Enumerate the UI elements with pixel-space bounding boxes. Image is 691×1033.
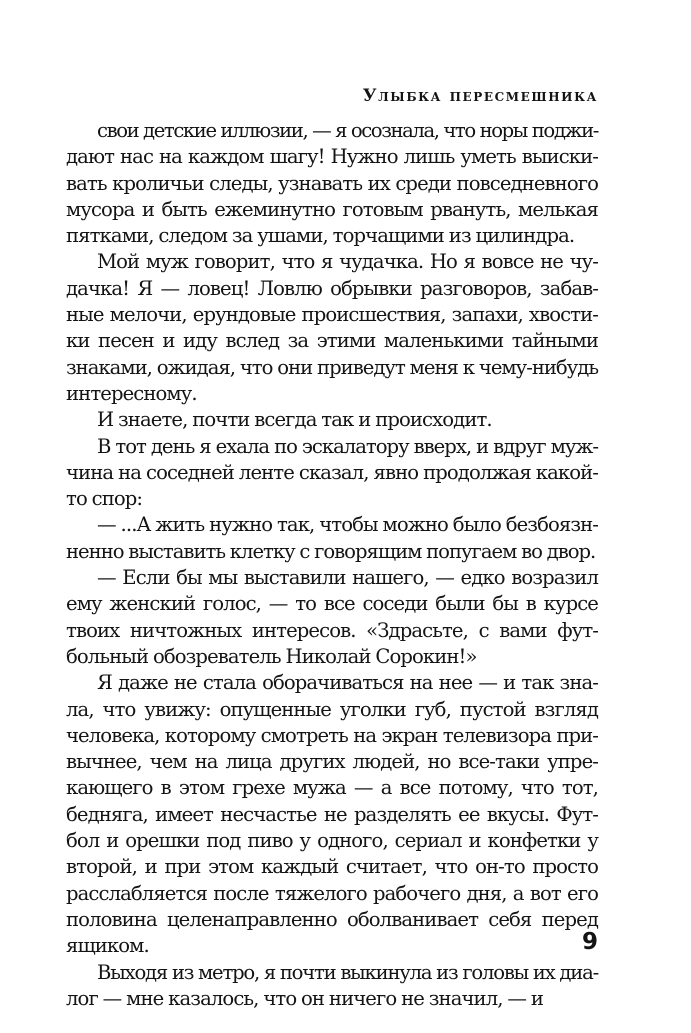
text-line: мусора и быть ежеминутно готовым рвануть, мелькая: [66, 197, 598, 221]
text-line: бол и орешки под пиво у одного, сериал и конфетки у: [66, 829, 598, 853]
paragraph: [66, 512, 598, 565]
text-line: Мой муж говорит, что я чудачка. Но я вовсе не чу-: [97, 250, 598, 274]
text-line: И знаете, почти всегда так и происходит.: [97, 408, 492, 432]
text-line: второй, и при этом каждый считает, что он-то просто: [66, 855, 598, 879]
text-line: ки песен и иду вслед за этими маленькими тайными: [66, 329, 598, 353]
text-line: больный обозреватель Николай Сорокин!»: [66, 644, 477, 668]
text-line: знаками, ожидая, что они приведут меня к чему-нибудь: [66, 355, 598, 379]
text-line: пятками, следом за ушами, торчащими из цилиндра.: [66, 224, 575, 248]
text-line: кающего в этом грехе мужа — а все потому, что тот,: [66, 776, 598, 800]
text-line: интересному.: [66, 381, 197, 405]
text-line: расслабляется после тяжелого рабочего дня, а вот его: [66, 881, 598, 905]
text-line: дают нас на каждом шагу! Нужно лишь уметь выиски-: [66, 145, 598, 169]
text-line: твоих ничтожных интересов. «Здрасьте, с вами фут-: [66, 618, 598, 642]
paragraph: [66, 407, 598, 433]
paragraph: [66, 565, 598, 670]
text-line: лог — мне казалось, что он ничего не значил, — и: [66, 986, 544, 1010]
body-text: [66, 118, 598, 1012]
text-line: половина целенаправленно оболванивает себя перед: [66, 907, 598, 931]
text-line: В тот день я ехала по эскалатору вверх, и вдруг муж-: [97, 434, 598, 458]
text-line: ему женский голос, — то все соседи были бы в курсе: [66, 592, 598, 616]
text-line: дачка! Я — ловец! Ловлю обрывки разговоров, забав-: [66, 276, 598, 300]
text-line: ные мелочи, ерундовые происшествия, запахи, хвости-: [66, 303, 598, 327]
paragraph: [66, 434, 598, 513]
text-line: вать кроличьи следы, узнавать их среди повседневного: [66, 171, 598, 195]
text-line: ящиком.: [66, 934, 149, 958]
paragraph: [66, 118, 598, 249]
running-head: Улыбка пересмешника: [362, 86, 598, 106]
text-line: — Если бы мы выставили нашего, — едко возразил: [97, 566, 598, 590]
page-number: 9: [581, 929, 598, 955]
paragraph: [66, 670, 598, 959]
text-line: ла, что увижу: опущенные уголки губ, пустой взгляд: [66, 697, 598, 721]
paragraph: [66, 249, 598, 407]
text-line: Выходя из метро, я почти выкинула из головы их диа-: [97, 960, 598, 984]
text-line: вычнее, чем на лица других людей, но все-таки упре-: [66, 750, 598, 774]
text-line: — ...А жить нужно так, чтобы можно было безбоязн-: [97, 513, 598, 537]
text-line: чина на соседней ленте сказал, явно продолжая какой-: [66, 460, 598, 484]
text-line: Я даже не стала оборачиваться на нее — и так зна-: [97, 671, 598, 695]
text-line: свои детские иллюзии, — я осознала, что норы поджи-: [97, 119, 598, 142]
text-line: бедняга, имеет несчастье не разделять ее вкусы. Фут-: [66, 802, 598, 826]
text-line: человека, которому смотреть на экран телевизора при-: [66, 723, 598, 747]
paragraph: [66, 960, 598, 1013]
text-line: то спор:: [66, 487, 143, 511]
text-line: ненно выставить клетку с говорящим попугаем во двор.: [66, 539, 596, 563]
